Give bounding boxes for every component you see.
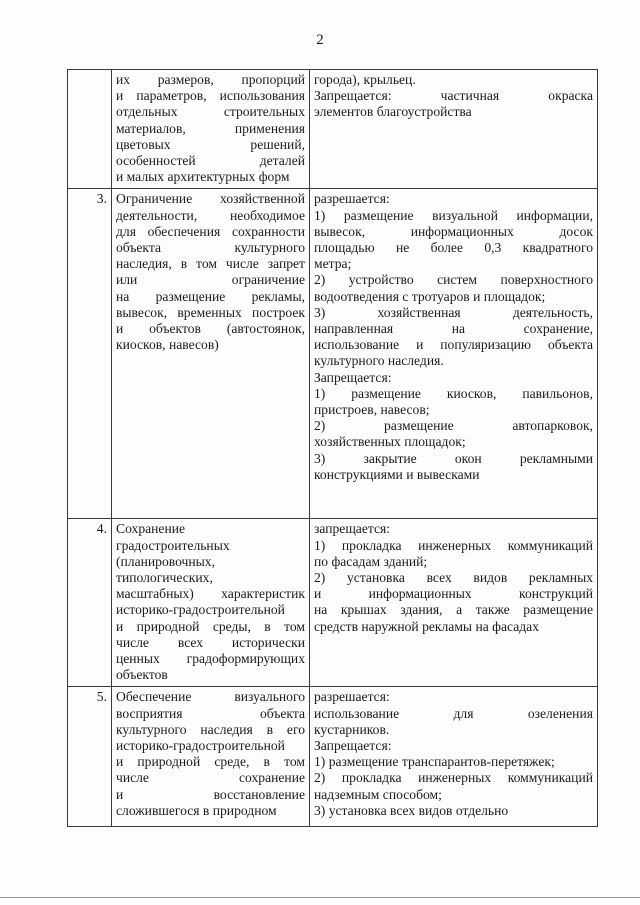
regulation-cell [310, 189, 598, 519]
text-line: числе всех исторически [116, 634, 305, 650]
text-line: наследия, в том числе запрет [116, 256, 305, 272]
text-line: историко-градостроительной [116, 602, 285, 618]
text-line: объекта культурного [116, 240, 305, 256]
regulation-cell [310, 519, 598, 687]
text-line: разрешается: [314, 689, 390, 705]
text-line: для обеспечения сохранности [116, 223, 305, 239]
text-line: 1) размещение киосков, павильонов, [314, 385, 593, 401]
text-line: масштабных) характеристик [116, 586, 305, 602]
text-line: средств наружной рекламы на фасадах [314, 618, 539, 634]
text-line: и восстановление [116, 786, 305, 802]
requirement-cell [112, 519, 310, 687]
text-line: Запрещается: частичная окраска [314, 88, 593, 104]
row-number: 5. [68, 687, 112, 827]
text-line: восприятия объекта [116, 705, 305, 721]
text-line: и природной среды, в том [116, 618, 305, 634]
row-number: 3. [68, 189, 112, 519]
text-line: историко-градостроительной [116, 738, 285, 754]
text-line: деятельности, необходимое [116, 207, 305, 223]
text-line: хозяйственных площадок; [314, 434, 466, 450]
text-line: на размещение рекламы, [116, 288, 305, 304]
page-number: 2 [316, 32, 324, 48]
text-line: метра; [314, 256, 352, 272]
text-line: города), крыльец. [314, 72, 416, 87]
text-line: по фасадам зданий; [314, 553, 428, 569]
text-line: водоотведения с тротуаров и площадок; [314, 288, 546, 304]
table-row [68, 189, 598, 519]
text-line: 3) хозяйственная деятельность, [314, 304, 593, 320]
text-line: Ограничение хозяйственной [116, 191, 305, 207]
text-line: культурного наследия в его [116, 721, 305, 737]
row-number: 4. [68, 519, 112, 687]
text-line: киосков, навесов) [116, 337, 219, 353]
text-line: отдельных строительных [116, 104, 305, 120]
text-line: Запрещается: [314, 738, 392, 754]
regulation-cell [310, 70, 598, 189]
regulations-table [67, 69, 598, 827]
requirement-cell [112, 687, 310, 827]
text-line: пристроев, навесов; [314, 402, 430, 418]
text-line: и параметров, использования [116, 88, 305, 104]
text-line: Обеспечение визуального [116, 689, 305, 705]
text-line: Запрещается: [314, 369, 392, 385]
text-line: площадью не более 0,3 квадратного [314, 240, 593, 256]
scan-edge-line [0, 897, 640, 898]
text-line: их размеров, пропорций [116, 72, 305, 87]
text-line: кустарников. [314, 721, 390, 737]
text-line: запрещается: [314, 521, 391, 537]
text-line: материалов, применения [116, 120, 305, 136]
text-line: надземным способом; [314, 786, 442, 802]
text-line: вывесок, информационных досок [314, 223, 593, 239]
text-line: 1) прокладка инженерных коммуникаций [314, 537, 593, 553]
requirement-cell [112, 189, 310, 519]
text-line: конструкциями и вывесками [314, 466, 480, 482]
table-row [68, 70, 598, 189]
text-line: разрешается: [314, 191, 390, 207]
text-line: и природной среде, в том [116, 754, 305, 770]
text-line: 2) прокладка инженерных коммуникаций [314, 770, 593, 786]
text-line: 3) закрытие окон рекламными [314, 450, 593, 466]
text-line: культурного наследия. [314, 353, 444, 369]
text-line: 2) устройство систем поверхностного [314, 272, 593, 288]
text-line: объектов [116, 667, 168, 683]
text-line: сложившегося в природном [116, 802, 277, 818]
text-line: цветовых решений, [116, 136, 305, 152]
text-line: (планировочных, [116, 553, 215, 569]
table-row [68, 687, 598, 827]
text-line: 2) установка всех видов рекламных [314, 570, 593, 586]
text-line: 1) размещение транспарантов-перетяжек; [314, 754, 555, 770]
regulation-cell [310, 687, 598, 827]
text-line: и объектов (автостоянок, [116, 321, 305, 337]
text-line: 3) установка всех видов отдельно [314, 802, 509, 818]
text-line: типологических, [116, 570, 213, 586]
requirement-cell [112, 70, 310, 189]
text-line: элементов благоустройства [314, 104, 472, 120]
table-row [68, 519, 598, 687]
text-line: Сохранение [116, 521, 186, 537]
text-line: 2) размещение автопарковок, [314, 418, 593, 434]
row-number [68, 70, 112, 189]
text-line: или ограничение [116, 272, 305, 288]
text-line: и малых архитектурных форм [116, 169, 290, 185]
text-line: 1) размещение визуальной информации, [314, 207, 593, 223]
text-line: градостроительных [116, 537, 230, 553]
text-line: числе сохранение [116, 770, 305, 786]
text-line: направленная на сохранение, [314, 321, 593, 337]
text-line: использование и популяризацию объекта [314, 337, 593, 353]
text-line: вывесок, временных построек [116, 304, 305, 320]
text-line: использование для озеленения [314, 705, 593, 721]
text-line: на крышах здания, а также размещение [314, 602, 593, 618]
text-line: ценных градоформирующих [116, 651, 305, 667]
text-line: и информационных конструкций [314, 586, 593, 602]
text-line: особенностей деталей [116, 153, 305, 169]
